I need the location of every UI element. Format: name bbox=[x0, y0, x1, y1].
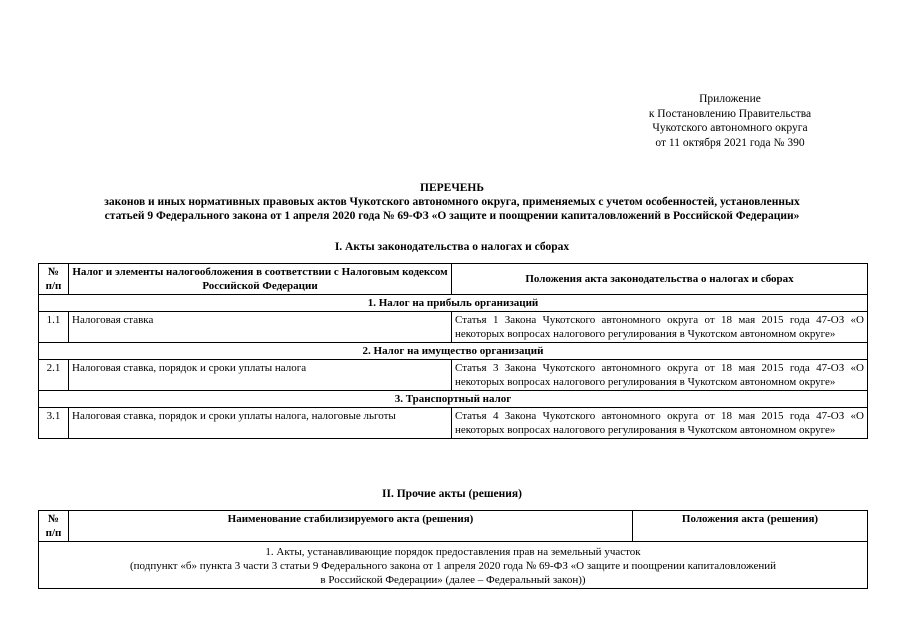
group-subtitle-2: в Российской Федерации» (далее – Федеральный закон)) bbox=[320, 574, 586, 586]
appendix-line-4: от 11 октября 2021 года № 390 bbox=[655, 136, 805, 149]
table-row bbox=[39, 408, 868, 439]
group-title-row bbox=[39, 391, 868, 408]
appendix-line-1: Приложение bbox=[699, 93, 761, 105]
table-header-row bbox=[39, 511, 868, 542]
tax-acts-table bbox=[38, 263, 868, 439]
header-provision: Положения акта (решения) bbox=[633, 511, 868, 542]
header-provision: Положения акта законодательства о налогах и сборах bbox=[452, 264, 868, 295]
section-1-title: I. Акты законодательства о налогах и сборах bbox=[334, 241, 570, 253]
row-provision: Статья 4 Закона Чукотского автономного округа от 18 мая 2015 года 47-ОЗ «О некоторых вопросах налогового регулирования в Чукотском автономном округе» bbox=[452, 408, 868, 439]
row-num: 3.1 bbox=[39, 408, 69, 439]
row-tax: Налоговая ставка, порядок и сроки уплаты налога, налоговые льготы bbox=[69, 408, 452, 439]
group-title-cell bbox=[39, 542, 868, 589]
row-num: 1.1 bbox=[39, 312, 69, 343]
document-title bbox=[38, 181, 866, 223]
group-title: 3. Транспортный налог bbox=[39, 391, 868, 408]
appendix-line-3: Чукотского автономного округа bbox=[652, 122, 808, 134]
title-heading: ПЕРЕЧЕНЬ bbox=[420, 182, 484, 194]
row-provision: Статья 3 Закона Чукотского автономного округа от 18 мая 2015 года 47-ОЗ «О некоторых вопросах налогового регулирования в Чукотском автономном округе» bbox=[452, 360, 868, 391]
title-line-2: статьей 9 Федерального закона от 1 апреля 2020 года № 69-ФЗ «О защите и поощрении капиталовложений в Российской Федерации» bbox=[104, 210, 800, 222]
appendix-line-2: к Постановлению Правительства bbox=[648, 107, 812, 120]
table-header-row bbox=[39, 264, 868, 295]
header-name: Наименование стабилизируемого акта (решения) bbox=[69, 511, 633, 542]
header-tax: Налог и элементы налогообложения в соответствии с Налоговым кодексом Российской Федерации bbox=[69, 264, 452, 295]
group-title-row bbox=[39, 295, 868, 312]
row-provision: Статья 1 Закона Чукотского автономного округа от 18 мая 2015 года 47-ОЗ «О некоторых вопросах налогового регулирования в Чукотском автономном округе» bbox=[452, 312, 868, 343]
group-title: 2. Налог на имущество организаций bbox=[39, 343, 868, 360]
row-tax: Налоговая ставка bbox=[69, 312, 452, 343]
table-row bbox=[39, 360, 868, 391]
section-2-title: II. Прочие акты (решения) bbox=[382, 488, 522, 500]
table-row bbox=[39, 312, 868, 343]
appendix-block bbox=[600, 92, 860, 150]
other-acts-table bbox=[38, 510, 868, 589]
header-num: № п/п bbox=[39, 264, 69, 295]
row-num: 2.1 bbox=[39, 360, 69, 391]
group-title-row bbox=[39, 542, 868, 589]
row-tax: Налоговая ставка, порядок и сроки уплаты налога bbox=[69, 360, 452, 391]
group-title: 1. Акты, устанавливающие порядок предоставления прав на земельный участок bbox=[265, 546, 641, 558]
title-line-1: законов и иных нормативных правовых актов Чукотского автономного округа, применяемых с учетом особенностей, установленных bbox=[104, 196, 800, 208]
group-subtitle-1: (подпункт «б» пункта 3 части 3 статьи 9 Федерального закона от 1 апреля 2020 года № 69-ФЗ «О защите и поощрении капиталовложений bbox=[129, 560, 776, 572]
header-num: № п/п bbox=[39, 511, 69, 542]
group-title-row bbox=[39, 343, 868, 360]
group-title: 1. Налог на прибыль организаций bbox=[39, 295, 868, 312]
